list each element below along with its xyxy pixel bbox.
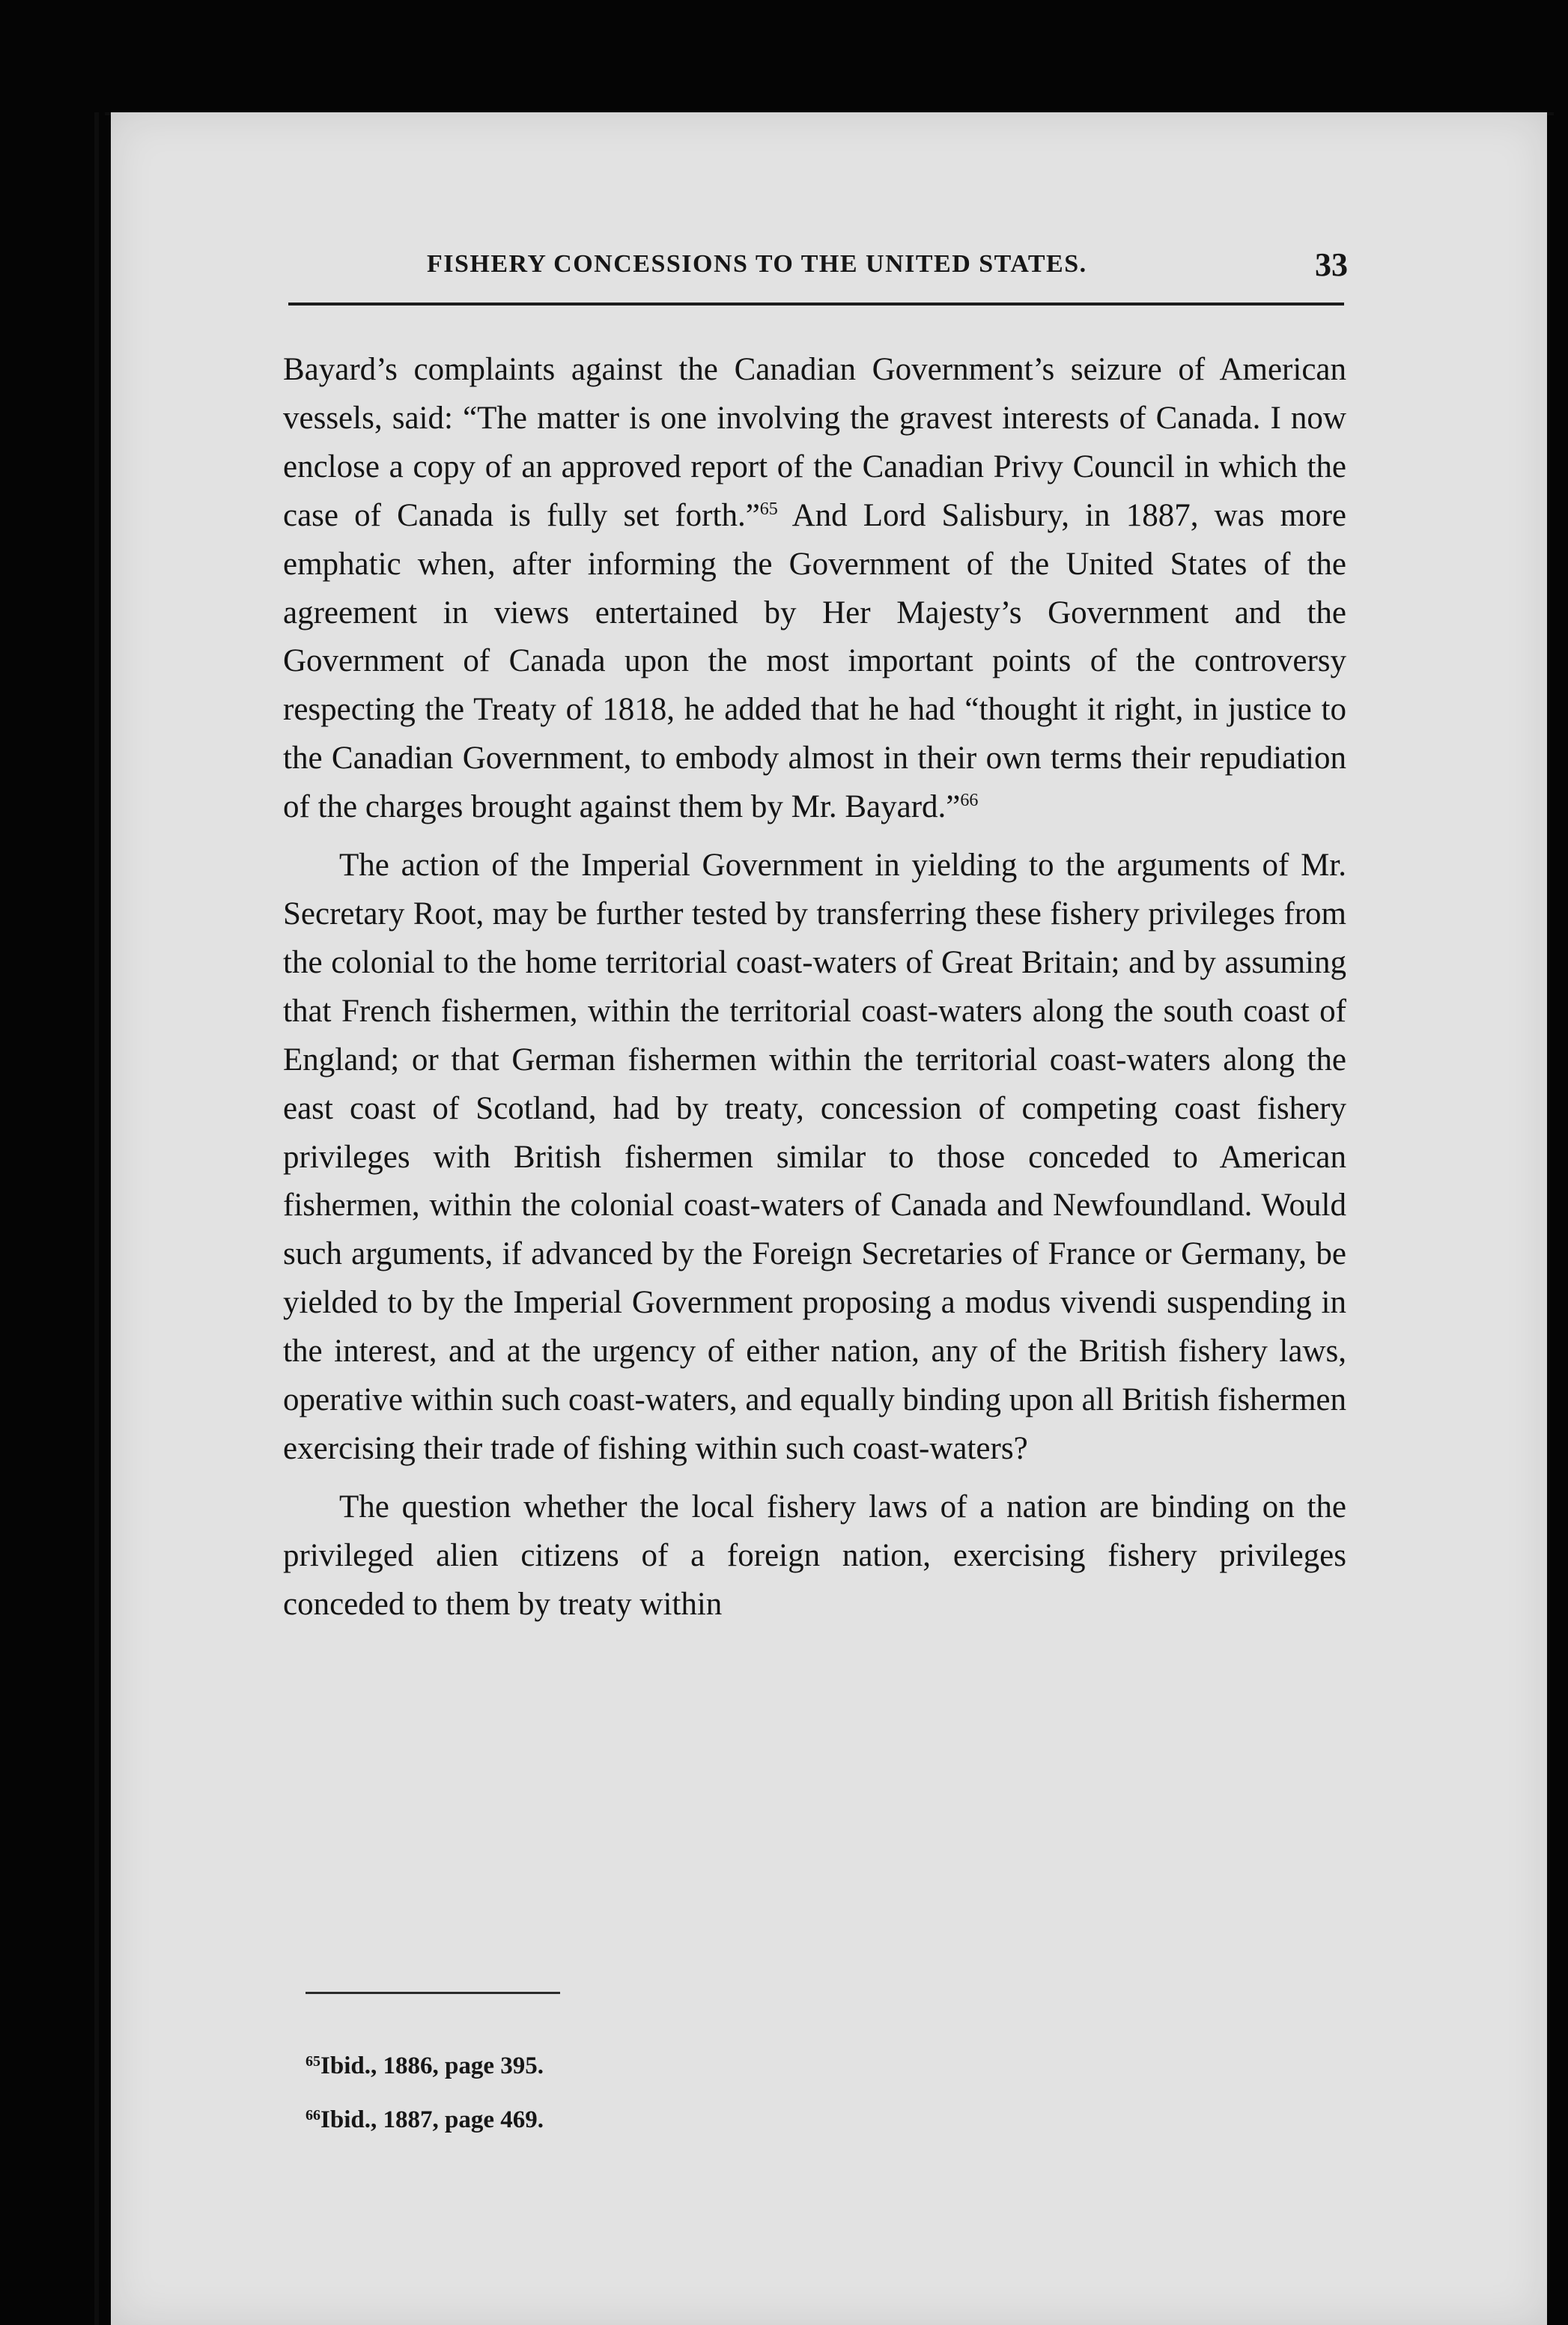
running-header — [285, 247, 1348, 292]
paragraph-3: The question whether the local fishery laws of a nation are binding on the privileged alien citizens of a foreign nation, exercising fishery privileges conceded to them by treaty within — [283, 1489, 1346, 1622]
body-text — [283, 346, 1346, 1629]
running-head-title: FISHERY CONCESSIONS TO THE UNITED STATES. — [427, 250, 1087, 278]
footnote-ref-65: 65 — [759, 499, 778, 519]
paragraph-1-text-a: Bayard’s complaints against the Canadian Government’s seizure of American vessels, said: “The matter is one involving the gravest interests of Canada. I now enclose a copy of an approved report of the Canadian Privy Council in which the case of Canada is fully set forth.” — [283, 352, 1346, 533]
footnote-number: 65 — [306, 2053, 320, 2070]
footnote-number: 66 — [306, 2107, 320, 2124]
footnote-ref-66: 66 — [960, 791, 979, 811]
footnote-text: Ibid., 1886, page 395. — [320, 2052, 544, 2079]
footnote-65 — [306, 2037, 544, 2091]
paragraph-1 — [283, 346, 1346, 832]
paragraph-2: The action of the Imperial Government in yielding to the arguments of Mr. Secretary Root, may be further tested by transferring these fishery privileges from the colonial to the home territorial coast-waters of Great Britain; and by assuming that French fishermen, within the territorial coast-waters along the south coast of England; or that German fishermen within the territorial coast-waters along the east coast of Scotland, had by treaty, concession of competing coast fishery privileges with British fishermen similar to those conceded to American fishermen, within the colonial coast-waters of Canada and Newfoundland. Would such arguments, if advanced by the Foreign Secretaries of France or Germany, be yielded to by the Imperial Government proposing a modus vivendi suspending in the interest, and at the urgency of either nation, any of the British fishery laws, operative within such coast-waters, and equally binding upon all British fishermen exercising their trade of fishing within such coast-waters? — [283, 848, 1346, 1466]
header-rule — [288, 303, 1344, 306]
paragraph-1-text-b: And Lord Salisbury, in 1887, was more emphatic when, after informing the Government of the United States of the agreement in views entertained by Her Majesty’s Government and the Government of Canada upon the most important points of the controversy respecting the Treaty of 1818, he added that he had “thought it right, in justice to the Canadian Government, to embody almost in their own terms their repudiation of the charges brought against them by Mr. Bayard.” — [283, 497, 1347, 825]
footnotes — [306, 2037, 544, 2145]
footnote-rule — [306, 1992, 560, 1994]
binding-edge-line — [94, 112, 99, 2325]
page-number: 33 — [1315, 246, 1348, 283]
footnote-66 — [306, 2091, 544, 2145]
footnote-text: Ibid., 1887, page 469. — [320, 2106, 544, 2133]
